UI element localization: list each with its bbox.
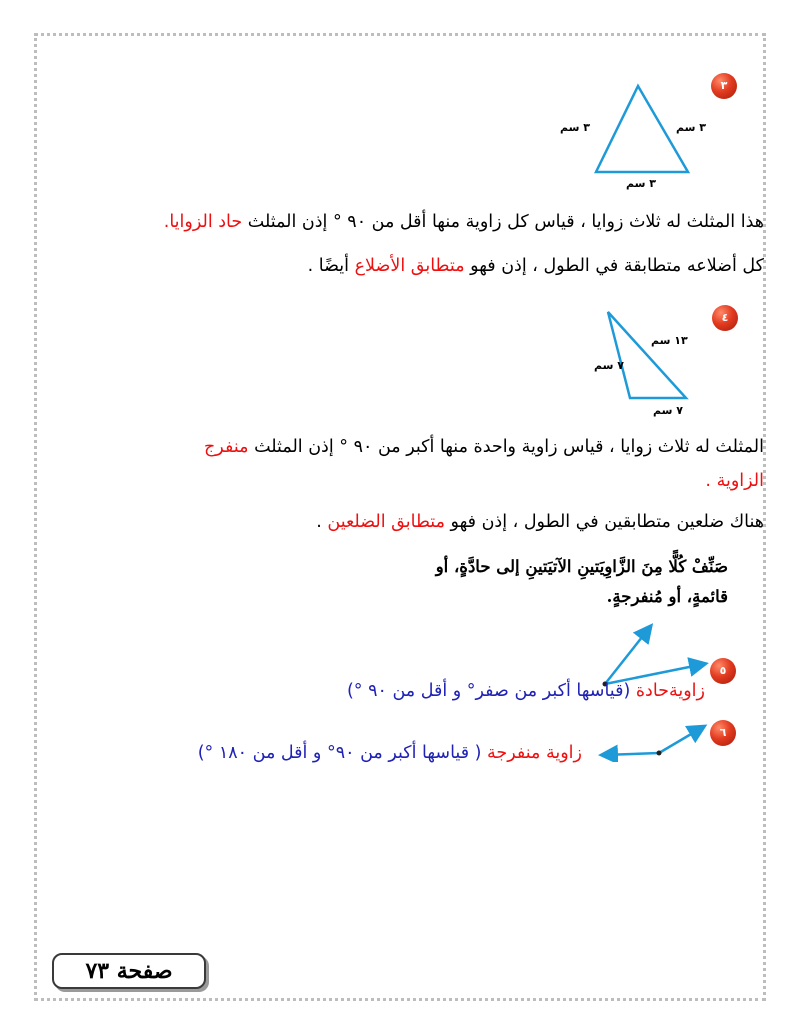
item-4-badge: ٤ <box>712 305 738 331</box>
acute-angle-figure <box>595 618 710 688</box>
exercise-prompt-line-1: صَنِّفْ كُلًّا مِنَ الزَّاوِيَتينِ الآتيَتينِ إلى حادَّةٍ، أو <box>435 557 728 576</box>
page-number-box: صفحة ٧٣ <box>52 953 206 989</box>
item-5-badge: ٥ <box>710 658 736 684</box>
item-3-badge: ٣ <box>711 73 737 99</box>
item-3-sides-explanation: كل أضلاعه متطابقة في الطول ، إذن فهو متطابق الأضلاع أيضًا . <box>307 256 764 276</box>
triangle-4-bottom-side-label: ٧ سم <box>653 404 683 417</box>
triangle-4-hypotenuse-label: ١٣ سم <box>651 334 688 347</box>
item-6-badge: ٦ <box>710 720 736 746</box>
exercise-prompt <box>328 552 728 612</box>
item-3-angles-explanation: هذا المثلث له ثلاث زوايا ، قياس كل زاوية منها أقل من ٩٠ ° إذن المثلث حاد الزوايا. <box>163 212 764 232</box>
item-4-angles-explanation: المثلث له ثلاث زوايا ، قياس زاوية واحدة منها أكبر من ٩٠ ° إذن المثلث منفرج <box>204 437 764 457</box>
isosceles-obtuse-triangle-figure <box>596 306 696 402</box>
item-4-sides-explanation: هناك ضلعين متطابقين في الطول ، إذن فهو متطابق الضلعين . <box>316 512 764 532</box>
exercise-prompt-line-2: قائمةٍ، أو مُنفرجةٍ. <box>606 587 728 606</box>
triangle-3-left-side-label: ٣ سم <box>560 121 590 134</box>
item-5-answer: زاويةحادة (قياسها أكبر من صفر° و أقل من ٩٠ °) <box>346 681 705 701</box>
obtuse-angle-figure <box>595 722 710 762</box>
triangle-4-left-side-label: ٧ سم <box>594 359 624 372</box>
triangle-3-right-side-label: ٣ سم <box>676 121 706 134</box>
item-6-answer: زاوية منفرجة ( قياسها أكبر من ٩٠° و أقل من ١٨٠ °) <box>197 743 582 763</box>
item-4-angles-explanation-cont: الزاوية . <box>705 471 764 491</box>
triangle-3-bottom-side-label: ٣ سم <box>626 177 656 190</box>
